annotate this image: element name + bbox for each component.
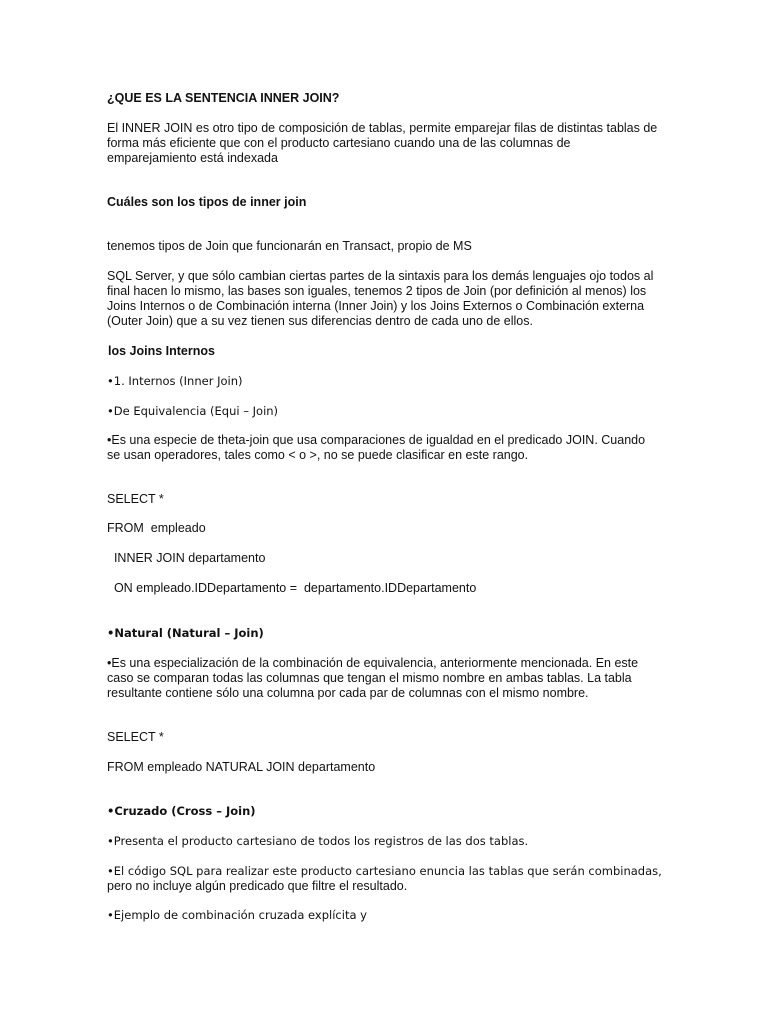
sql-server-line: (Outer Join) que a su vez tienen sus diferencias dentro de cada uno de ellos. bbox=[107, 314, 533, 328]
heading-internos: los Joins Internos bbox=[108, 344, 215, 358]
intro-line: El INNER JOIN es otro tipo de composición de tablas, permite emparejar filas de distintas tablas de bbox=[107, 121, 658, 135]
bullet-equivalencia: •De Equivalencia (Equi – Join) bbox=[107, 404, 279, 418]
code-line: FROM empleado bbox=[107, 521, 206, 535]
natural-line: •Es una especialización de la combinación de equivalencia, anteriormente mencionada. En este bbox=[107, 656, 639, 670]
cruzado-line: •El código SQL para realizar este producto cartesiano enuncia las tablas que serán combinadas, bbox=[107, 864, 662, 878]
heading-tipos: Cuáles son los tipos de inner join bbox=[107, 195, 307, 209]
code-line: SELECT * bbox=[107, 730, 164, 744]
sql-server-line: final hacen lo mismo, las bases son iguales, tenemos 2 tipos de Join (por definición al menos) los bbox=[107, 284, 647, 298]
heading-main: ¿QUE ES LA SENTENCIA INNER JOIN? bbox=[107, 91, 340, 105]
natural-line: resultante contiene sólo una columna por cada par de columnas con el mismo nombre. bbox=[107, 686, 589, 700]
code-line: ON empleado.IDDepartamento = departamento.IDDepartamento bbox=[107, 581, 477, 595]
cruzado-line: pero no incluye algún predicado que filtre el resultado. bbox=[107, 879, 408, 893]
heading-natural: •Natural (Natural – Join) bbox=[107, 626, 264, 640]
sql-server-line: Joins Internos o de Combinación interna (Inner Join) y los Joins Externos o Combinación externa bbox=[107, 299, 645, 313]
cruzado-line: •Presenta el producto cartesiano de todos los registros de las dos tablas. bbox=[107, 834, 529, 848]
intro-line: emparejamiento está indexada bbox=[107, 151, 278, 165]
natural-line: caso se comparan todas las columnas que tengan el mismo nombre en ambas tablas. La tabla bbox=[107, 671, 632, 685]
theta-line: •Es una especie de theta-join que usa comparaciones de igualdad en el predicado JOIN. Cuando bbox=[107, 433, 646, 447]
sql-server-line: SQL Server, y que sólo cambian ciertas partes de la sintaxis para los demás lenguajes ojo todos al bbox=[107, 269, 654, 283]
code-line: SELECT * bbox=[107, 492, 164, 506]
code-line: INNER JOIN departamento bbox=[107, 551, 266, 565]
tipos-line: tenemos tipos de Join que funcionarán en Transact, propio de MS bbox=[107, 239, 472, 253]
bullet-internos: •1. Internos (Inner Join) bbox=[107, 374, 243, 388]
heading-cruzado: •Cruzado (Cross – Join) bbox=[107, 804, 256, 818]
cruzado-line: •Ejemplo de combinación cruzada explícita y bbox=[107, 908, 367, 922]
intro-line: forma más eficiente que con el producto cartesiano cuando una de las columnas de bbox=[107, 136, 571, 150]
code-line: FROM empleado NATURAL JOIN departamento bbox=[107, 760, 376, 774]
theta-line: se usan operadores, tales como < o >, no se puede clasificar en este rango. bbox=[107, 448, 529, 462]
